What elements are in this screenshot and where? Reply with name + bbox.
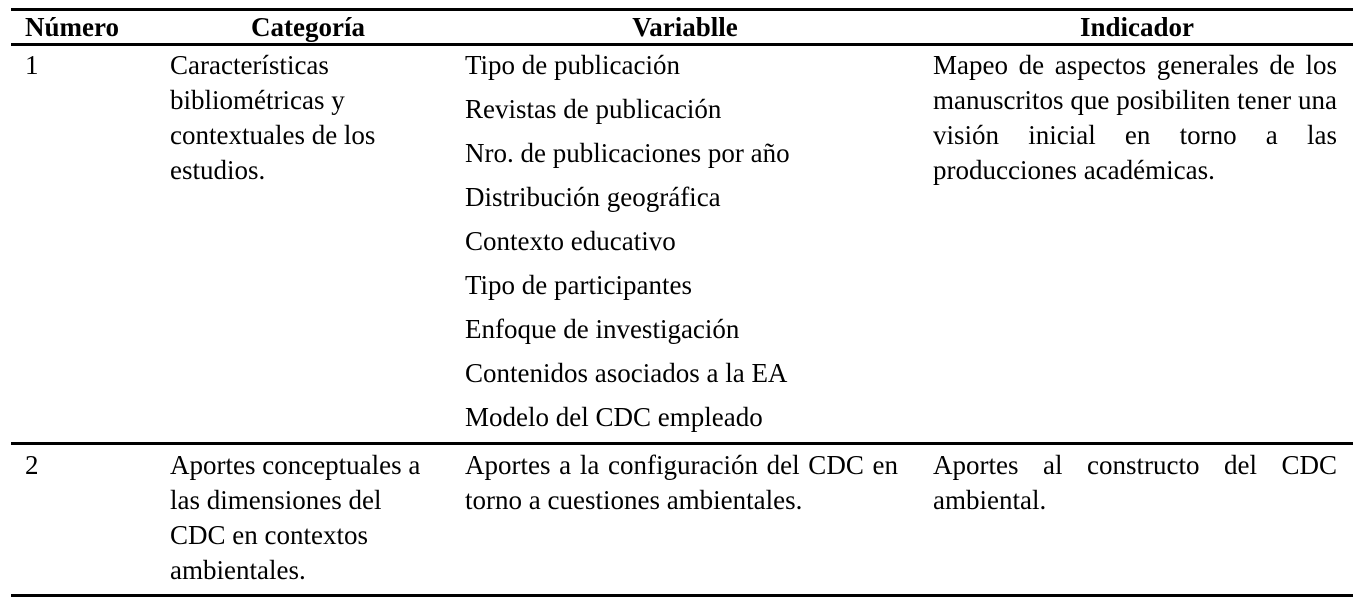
list-item: Contexto educativo: [465, 226, 676, 256]
list-item: Revistas de publicación: [465, 94, 722, 124]
row-divider-rule: [11, 442, 1353, 445]
bottom-rule: [11, 594, 1353, 597]
row-1-categoria: Características bibliométricas y contextuales de los estudios.: [170, 50, 376, 185]
row-2-variable: Aportes a la configuración del CDC en torno a cuestiones ambientales.: [465, 450, 898, 515]
list-item: Contenidos asociados a la EA: [465, 358, 788, 388]
row-2-indicador: Aportes al constructo del CDC ambiental.: [933, 450, 1337, 515]
list-item: Tipo de publicación: [465, 50, 680, 80]
row-1-variable-list: [465, 43, 790, 439]
row-2-categoria: Aportes conceptuales a las dimensiones del CDC en contextos ambientales.: [170, 450, 421, 585]
row-1-indicador: Mapeo de aspectos generales de los manuscritos que posibiliten tener una visión inicial en torno a las producciones académicas.: [933, 50, 1337, 185]
list-item: Tipo de participantes: [465, 270, 692, 300]
header-numero: Número: [25, 12, 119, 42]
list-item: Enfoque de investigación: [465, 314, 740, 344]
header-indicador: Indicador: [1079, 12, 1195, 42]
row-1-numero: 1: [25, 50, 39, 80]
list-item: Distribución geográfica: [465, 182, 721, 212]
list-item: Modelo del CDC empleado: [465, 402, 763, 432]
header-variable: Variablle: [632, 12, 738, 42]
row-2-numero: 2: [25, 450, 39, 480]
list-item: Nro. de publicaciones por año: [465, 138, 790, 168]
header-categoria: Categoría: [251, 12, 365, 42]
